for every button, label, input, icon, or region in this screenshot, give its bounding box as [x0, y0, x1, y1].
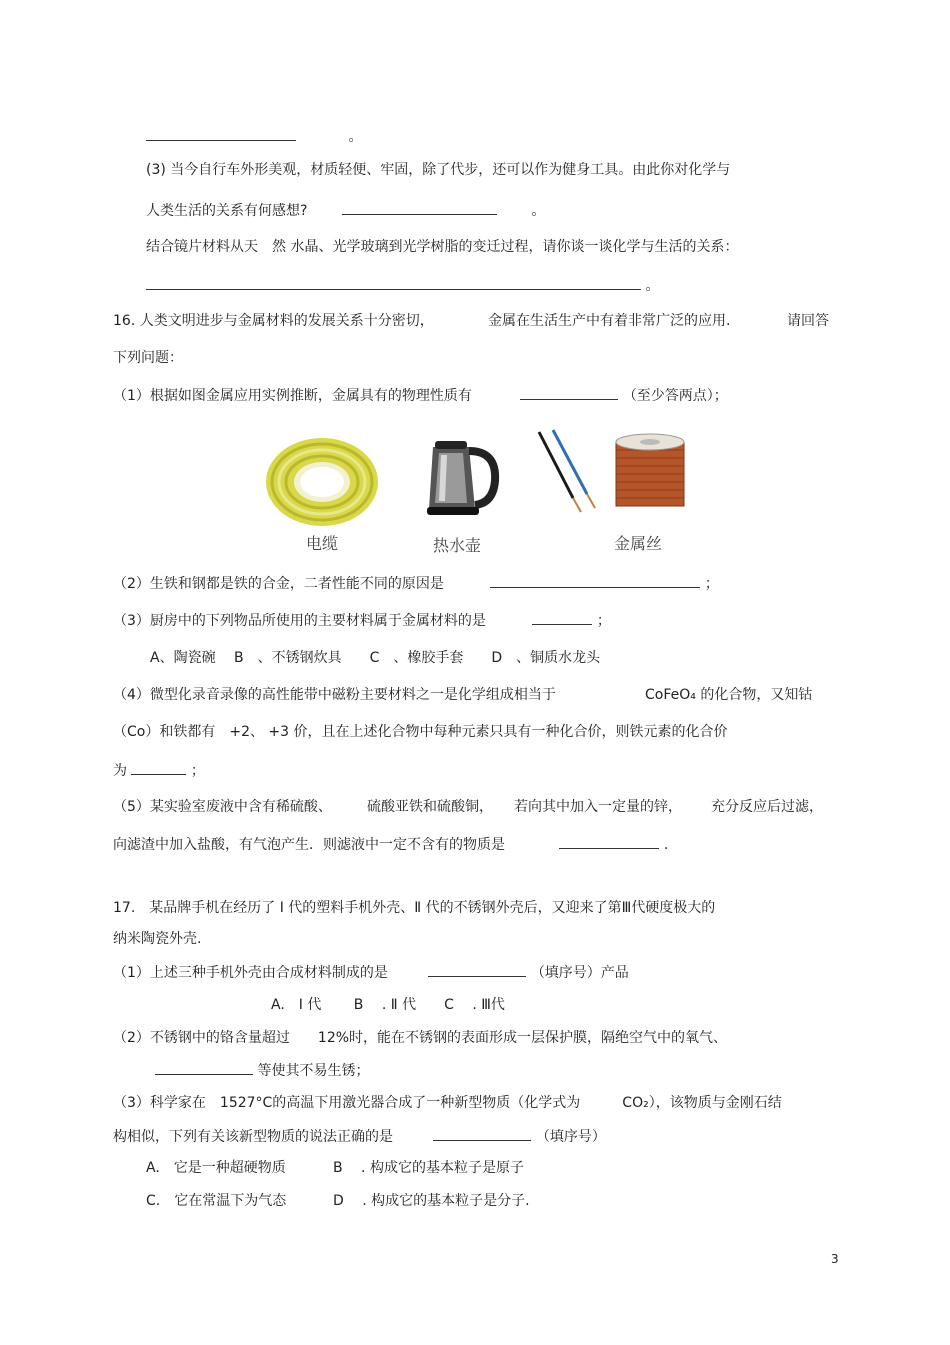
q15-answer-line	[146, 126, 362, 147]
hint-text: （填序号）	[535, 1129, 606, 1145]
kettle-image	[425, 437, 501, 517]
hint-text: （填序号）产品	[530, 965, 629, 981]
cable-coil-image	[262, 430, 388, 530]
answer-blank[interactable]	[559, 834, 659, 849]
caption-metal-wire: 金属丝	[614, 534, 663, 553]
q16-sub4-b: CoFeO₄ 的化合物，又知钴	[645, 687, 813, 703]
semicolon: ；	[596, 613, 611, 629]
q17-sub1-options: A. Ⅰ 代 B . Ⅱ 代 C . Ⅲ代	[271, 997, 505, 1013]
q15-part3-line3: 结合镜片材料从天 然 水晶、光学玻璃到光学树脂的变迁过程，请你谈一谈化学与生活的关系：	[146, 239, 739, 255]
metal-wire-spool-image	[610, 432, 690, 516]
q16-sub4: （4）微型化录音录像的高性能带中磁粉主要材料之一是化学组成相当于	[113, 687, 556, 703]
q16-sub3	[113, 610, 611, 631]
q16-sub4-line2: （Co）和铁都有 +2、 +3 价，且在上述化合物中每种元素只具有一种化合价，则铁元素的化合价	[113, 724, 728, 740]
answer-blank[interactable]	[490, 573, 700, 588]
semicolon: ；	[190, 763, 205, 779]
q17-intro: 17. 某品牌手机在经历了 Ⅰ 代的塑料手机外壳、Ⅱ 代的不锈钢外壳后，又迎来了第Ⅲ代硬度极大的	[113, 900, 716, 916]
q15-part3-line1: (3) 当今自行车外形美观，材质轻便、牢固，除了代步，还可以作为健身工具。由此你对化学与	[146, 162, 731, 178]
wires-image	[535, 428, 605, 514]
q16-intro: 16. 人类文明进步与金属材料的发展关系十分密切，	[113, 313, 434, 329]
page-number: 3	[831, 1252, 839, 1266]
question-text: （2）生铁和钢都是铁的合金，二者性能不同的原因是	[113, 576, 444, 592]
question-text: 构相似，下列有关该新型物质的说法正确的是	[113, 1129, 393, 1145]
q16-sub4-line3	[113, 760, 205, 781]
q17-intro-line2: 纳米陶瓷外壳.	[113, 931, 202, 947]
period: 。	[645, 278, 660, 294]
question-text: （3）厨房中的下列物品所使用的主要材料属于金属材料的是	[113, 613, 486, 629]
q17-sub2: （2）不锈钢中的铬含量超过 12%时，能在不锈钢的表面形成一层保护膜，隔绝空气中的氧气、	[113, 1030, 728, 1046]
q16-sub5-d: 充分反应后过滤，	[711, 799, 823, 815]
question-text: （1）上述三种手机外壳由合成材料制成的是	[113, 965, 388, 981]
question-text: （1）根据如图金属应用实例推断，金属具有的物理性质有	[113, 388, 472, 404]
q16-sub5-b: 硫酸亚铁和硫酸铜，	[367, 799, 493, 815]
question-text: 人类生活的关系有何感想?	[146, 203, 308, 219]
question-text: 向滤渣中加入盐酸，有气泡产生．则滤液中一定不含有的物质是	[113, 837, 505, 853]
q16-sub5-a: （5）某实验室废液中含有稀硫酸、	[113, 799, 332, 815]
q17-option-d: D . 构成它的基本粒子是分子.	[333, 1193, 530, 1209]
q17-option-b: B . 构成它的基本粒子是原子	[333, 1160, 524, 1176]
answer-blank[interactable]	[146, 275, 641, 290]
period: .	[663, 837, 669, 853]
answer-blank[interactable]	[532, 610, 592, 625]
answer-blank[interactable]	[428, 962, 526, 977]
answer-blank[interactable]	[520, 385, 618, 400]
caption-kettle: 热水壶	[433, 536, 482, 555]
q17-sub3: （3）科学家在 1527°C的高温下用激光器合成了一种新型物质（化学式为 CO₂），该物质与金刚石结	[113, 1095, 782, 1111]
q15-part3-line2	[146, 200, 545, 221]
q16-intro-line2: 下列问题：	[113, 350, 183, 366]
q16-sub5-c: 若向其中加入一定量的锌，	[514, 799, 682, 815]
q16-sub2	[113, 573, 719, 594]
answer-blank[interactable]	[433, 1126, 531, 1141]
answer-blank[interactable]	[155, 1060, 253, 1075]
q17-option-a: A. 它是一种超硬物质	[146, 1160, 286, 1176]
q16-sub1	[113, 385, 728, 406]
q17-sub3-line2	[113, 1126, 606, 1147]
caption-cable: 电缆	[306, 534, 339, 553]
answer-blank[interactable]	[131, 760, 186, 775]
q17-sub1	[113, 962, 629, 983]
q16-sub3-options: A、陶瓷碗 B 、不锈钢炊具 C 、橡胶手套 D 、铜质水龙头	[150, 650, 601, 666]
hint-text: （至少答两点）；	[622, 388, 728, 404]
q17-sub2-line2	[155, 1060, 369, 1081]
q16-intro-c: 请回答	[787, 313, 829, 329]
period: 。	[531, 203, 546, 219]
period: 。	[348, 129, 363, 145]
q16-intro-b: 金属在生活生产中有着非常广泛的应用.	[488, 313, 731, 329]
q15-part3-line4	[146, 275, 659, 296]
question-text: 等使其不易生锈；	[257, 1063, 370, 1079]
answer-blank[interactable]	[342, 200, 497, 215]
semicolon: ；	[704, 576, 719, 592]
q16-sub5-line2	[113, 834, 668, 855]
q17-option-c: C. 它在常温下为气态	[146, 1193, 287, 1209]
answer-blank[interactable]	[146, 126, 296, 141]
question-text: 为	[113, 763, 127, 779]
